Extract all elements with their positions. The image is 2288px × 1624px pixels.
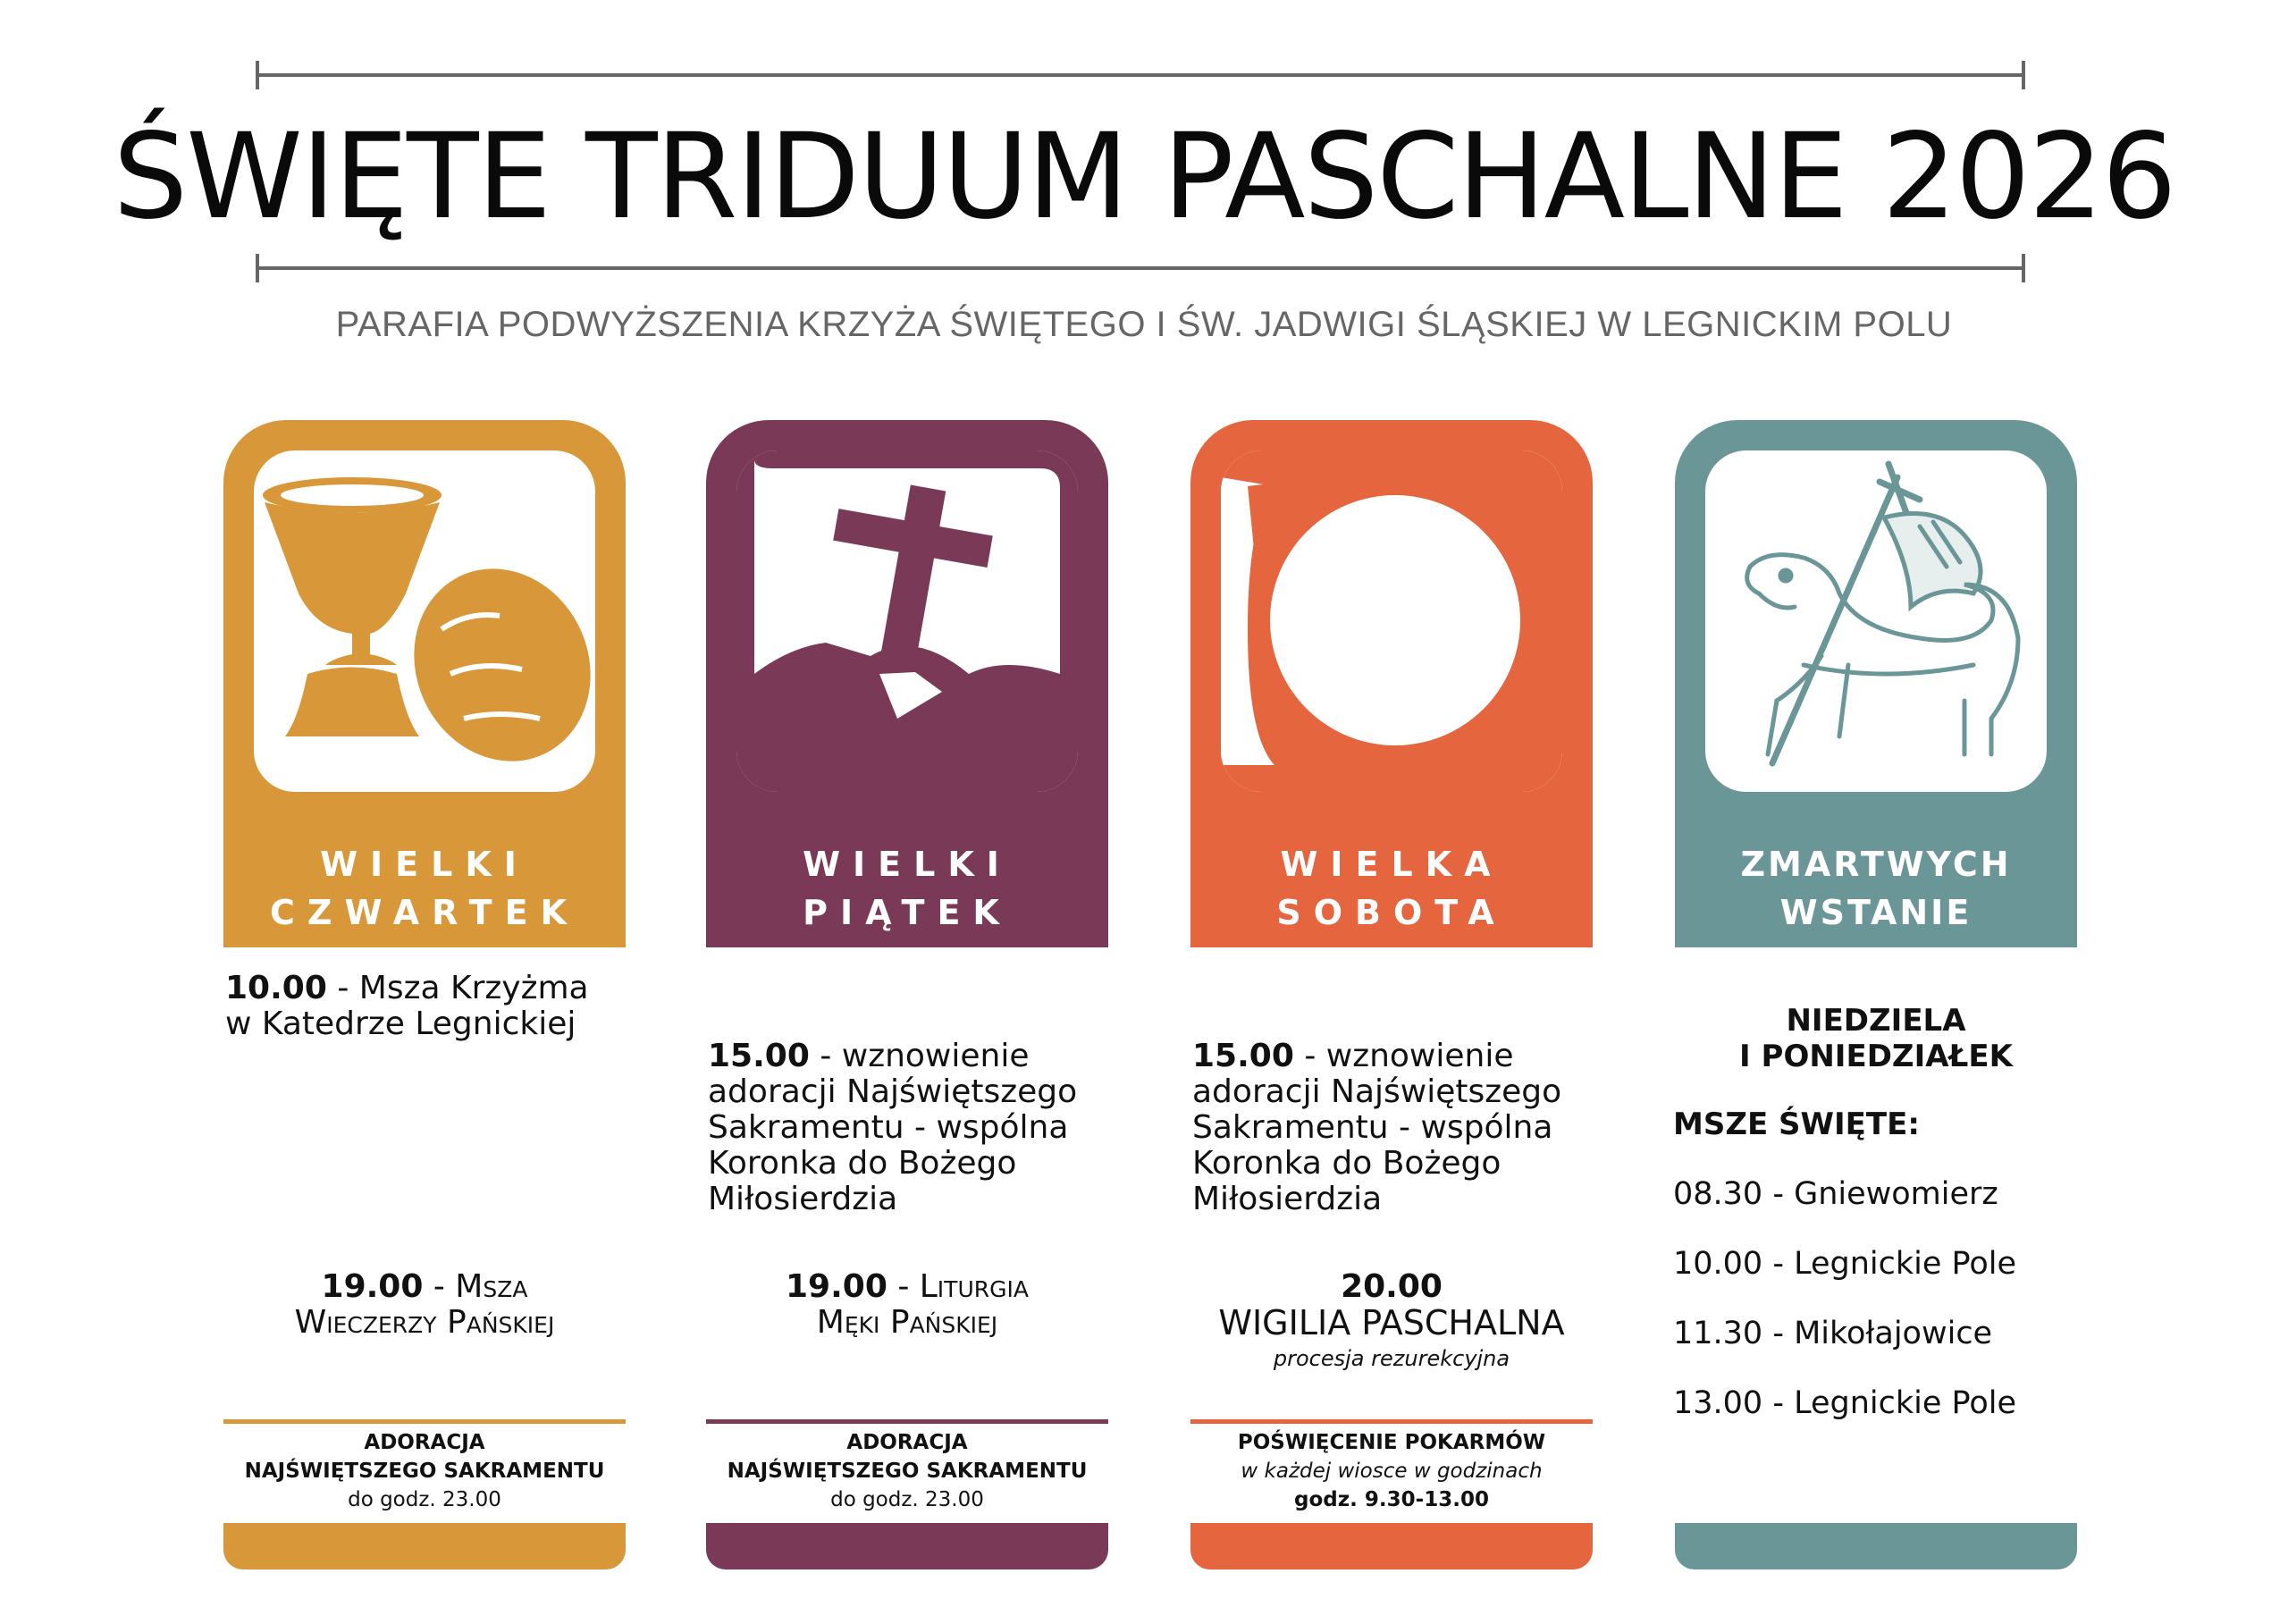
event-text: - wznowienie xyxy=(809,1038,1030,1074)
note-title-a: ADORACJA xyxy=(364,1431,485,1454)
page-title: ŚWIĘTE TRIDUUM PASCHALNE 2026 xyxy=(113,108,2175,246)
event-line: adoracji Najświętszego xyxy=(708,1073,1078,1110)
main-text-b: Wieczerzy Pańskiej xyxy=(294,1304,555,1341)
day-title: WIELKA SOBOTA xyxy=(1276,845,1507,932)
note-friday xyxy=(706,1428,1108,1514)
note-title-b: NAJŚWIĘTSZEGO SAKRAMENTU xyxy=(244,1460,605,1483)
heading-b: I PONIEDZIAŁEK xyxy=(1739,1039,2013,1074)
event-line: Sakramentu - wspólna xyxy=(1192,1109,1553,1146)
masses-label: MSZE ŚWIĘTE: xyxy=(1673,1107,1920,1142)
note-title-a: ADORACJA xyxy=(846,1431,968,1454)
footer-bar-saturday xyxy=(1190,1523,1593,1569)
main-text-a: - Liturgia xyxy=(887,1268,1029,1305)
note-saturday xyxy=(1190,1428,1593,1514)
event-time: 15.00 xyxy=(1192,1038,1294,1074)
note-title-b: NAJŚWIĘTSZEGO SAKRAMENTU xyxy=(727,1460,1088,1483)
event-line: adoracji Najświętszego xyxy=(1192,1073,1562,1110)
main-time: 19.00 xyxy=(321,1268,424,1305)
divider-thursday xyxy=(223,1419,626,1424)
event-time: 10.00 xyxy=(225,970,327,1006)
day-title: WIELKI PIĄTEK xyxy=(803,845,1012,932)
event-text-line2: w Katedrze Legnickiej xyxy=(225,1006,576,1042)
mass-item: 10.00 - Legnickie Pole xyxy=(1673,1246,2017,1282)
empty-tomb-icon xyxy=(1221,450,1562,792)
event-line: Miłosierdzia xyxy=(1192,1181,1383,1217)
card-zmartwychwstanie xyxy=(1675,420,2077,947)
main-sub: procesja rezurekcyjna xyxy=(1273,1346,1510,1371)
cross-on-hill-icon xyxy=(736,450,1078,792)
divider-saturday xyxy=(1190,1419,1593,1424)
main-text-b: Męki Pańskiej xyxy=(816,1304,998,1341)
event-line: Koronka do Bożego xyxy=(708,1145,1017,1182)
heading-a: NIEDZIELA xyxy=(1786,1003,1966,1039)
card-wielki-czwartek xyxy=(223,420,626,947)
event-adoration-friday xyxy=(708,1039,1077,1217)
day-title: ZMARTWYCH WSTANIE xyxy=(1740,845,2012,932)
title-rule-top xyxy=(256,73,2025,77)
event-time: 15.00 xyxy=(708,1038,810,1074)
paschal-lamb-icon xyxy=(1705,450,2047,792)
note-text: do godz. 23.00 xyxy=(830,1488,984,1511)
event-text: - wznowienie xyxy=(1293,1038,1514,1074)
main-time: 20.00 xyxy=(1341,1268,1443,1305)
mass-item: 11.30 - Mikołajowice xyxy=(1673,1316,1993,1351)
note-italic: w każdej wiosce w godzinach xyxy=(1241,1460,1543,1483)
note-text: do godz. 23.00 xyxy=(348,1488,501,1511)
event-text: - Msza Krzyżma xyxy=(326,970,589,1006)
footer-bar-thursday xyxy=(223,1523,626,1569)
card-wielka-sobota xyxy=(1190,420,1593,947)
footer-bar-friday xyxy=(706,1523,1108,1569)
main-text-b: WIGILIA PASCHALNA xyxy=(1218,1303,1565,1342)
event-adoration-saturday xyxy=(1192,1039,1561,1217)
main-event-friday xyxy=(706,1269,1108,1341)
main-event-thursday xyxy=(223,1269,626,1341)
easter-heading xyxy=(1675,1003,2077,1074)
divider-friday xyxy=(706,1419,1108,1424)
event-line: Miłosierdzia xyxy=(708,1181,898,1217)
note-bold: godz. 9.30-13.00 xyxy=(1294,1488,1489,1511)
mass-item: 13.00 - Legnickie Pole xyxy=(1673,1385,2017,1421)
footer-bar-sunday xyxy=(1675,1523,2077,1569)
event-krzyzma xyxy=(225,971,589,1042)
title-rule-bottom xyxy=(256,266,2025,270)
note-thursday xyxy=(223,1428,626,1514)
event-line: Koronka do Bożego xyxy=(1192,1145,1502,1182)
main-event-saturday xyxy=(1190,1269,1593,1376)
main-text-a: - Msza xyxy=(423,1268,528,1305)
note-title-a: POŚWIĘCENIE POKARMÓW xyxy=(1237,1431,1546,1454)
main-time: 19.00 xyxy=(786,1268,887,1305)
parish-name: PARAFIA PODWYŻSZENIA KRZYŻA ŚWIĘTEGO I ŚW. JADWIGI ŚLĄSKIEJ W LEGNICKIM POLU xyxy=(335,305,1953,344)
card-wielki-piatek xyxy=(706,420,1108,947)
chalice-and-bread-icon xyxy=(254,450,595,792)
event-line: Sakramentu - wspólna xyxy=(708,1109,1069,1146)
mass-item: 08.30 - Gniewomierz xyxy=(1673,1176,1998,1212)
day-title: WIELKI CZWARTEK xyxy=(270,845,579,932)
